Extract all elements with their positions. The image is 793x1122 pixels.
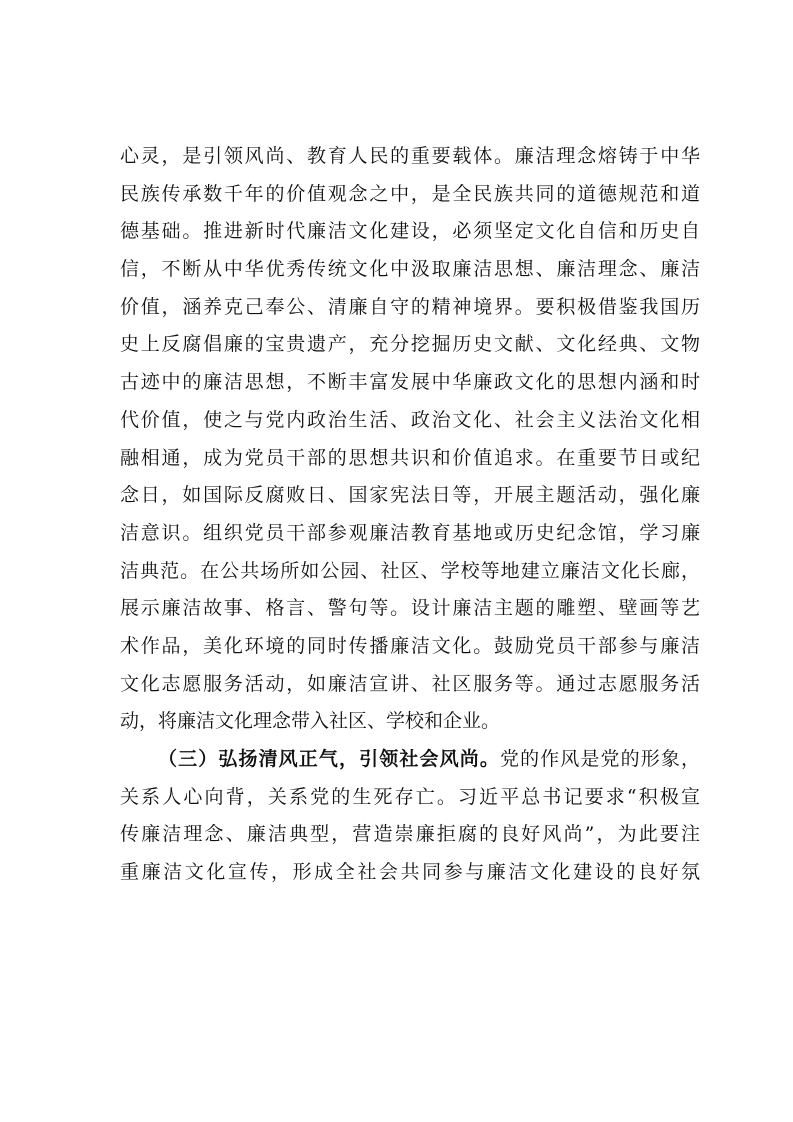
paragraph-1-line-11: 洁意识。组织党员干部参观廉洁教育基地或历史纪念馆，学习廉: [120, 521, 700, 544]
paragraph-1-line-9: 融相通，成为党员干部的思想共识和价值追求。在重要节日或纪: [120, 446, 700, 469]
paragraph-1-line-7: 古迹中的廉洁思想，不断丰富发展中华廉政文化的思想内涵和时: [120, 371, 700, 394]
paragraph-1-line-1: 心灵，是引领风尚、教育人民的重要载体。廉洁理念熔铸于中华: [120, 145, 700, 167]
paragraph-2-line-3: 传廉洁理念、廉洁典型，营造崇廉拒腐的良好风尚”，为此要注: [120, 823, 700, 846]
paragraph-1-line-8: 代价值，使之与党内政治生活、政治文化、社会主义法治文化相: [120, 408, 700, 431]
paragraph-1-line-16: 动，将廉洁文化理念带入社区、学校和企业。: [120, 710, 501, 733]
paragraph-1-line-14: 术作品，美化环境的同时传播廉洁文化。鼓励党员干部参与廉洁: [120, 634, 700, 657]
paragraph-2-first-line: [120, 741, 700, 779]
paragraph-2-first-line-text: 党的作风是党的形象，: [499, 748, 700, 770]
paragraph-2-line-2: 关系人心向背，关系党的生死存亡。习近平总书记要求“积极宣: [120, 785, 700, 808]
section-heading: （三）弘扬清风正气，引领社会风尚。: [158, 748, 500, 770]
paragraph-2-line-4: 重廉洁文化宣传，形成全社会共同参与廉洁文化建设的良好氛: [120, 861, 700, 884]
paragraph-1-line-3: 德基础。推进新时代廉洁文化建设，必须坚定文化自信和历史自: [120, 220, 700, 243]
paragraph-1-line-13: 展示廉洁故事、格言、警句等。设计廉洁主题的雕塑、壁画等艺: [120, 597, 700, 620]
paragraph-1-line-10: 念日，如国际反腐败日、国家宪法日等，开展主题活动，强化廉: [120, 484, 700, 507]
paragraph-1-line-15: 文化志愿服务活动，如廉洁宣讲、社区服务等。通过志愿服务活: [120, 672, 700, 695]
paragraph-1-line-5: 价值，涵养克己奉公、清廉自守的精神境界。要积极借鉴我国历: [120, 295, 700, 318]
paragraph-1-line-4: 信，不断从中华优秀传统文化中汲取廉洁思想、廉洁理念、廉洁: [120, 258, 700, 281]
paragraph-1-line-12: 洁典范。在公共场所如公园、社区、学校等地建立廉洁文化长廊，: [120, 559, 700, 582]
paragraph-1-line-6: 史上反腐倡廉的宝贵遗产，充分挖掘历史文献、文化经典、文物: [120, 333, 700, 356]
document-body: [120, 138, 700, 892]
paragraph-1-line-2: 民族传承数千年的价值观念之中，是全民族共同的道德规范和道: [120, 182, 700, 205]
